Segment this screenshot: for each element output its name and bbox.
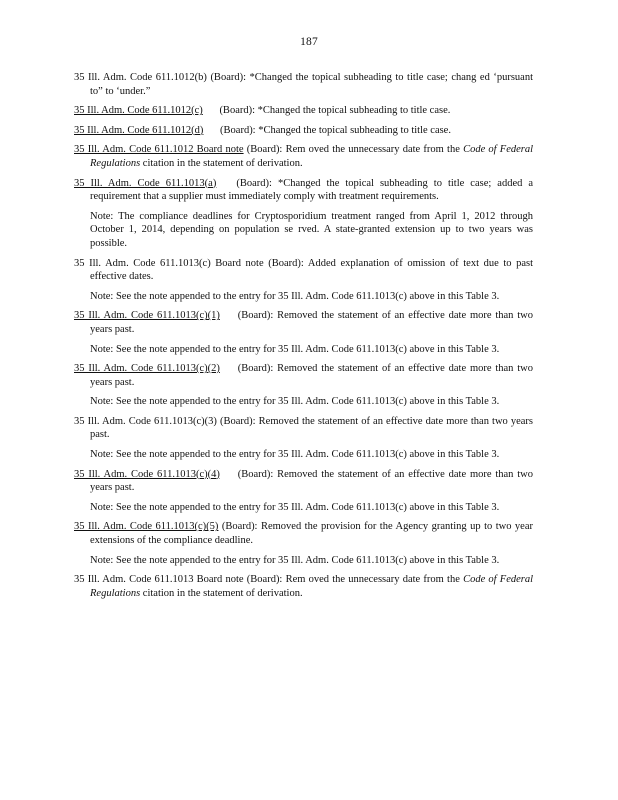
- entry-reference: 35 Ill. Adm. Code 611.1013(c)(2): [74, 363, 220, 375]
- entry-note: Note: See the note appended to the entry for 35 Ill. Adm. Code 611.1013(c) above in this Table 3.: [90, 290, 500, 302]
- entry-reference: 35 Ill. Adm. Code 611.1013(c)(1): [74, 310, 220, 322]
- entry-text-continued: citation in the statement of derivation.: [142, 587, 303, 599]
- entry-note: Note: See the note appended to the entry for 35 Ill. Adm. Code 611.1013(c) above in this Table 3.: [90, 554, 500, 566]
- page-number: 187: [300, 36, 318, 48]
- entry-board: (Board):: [219, 415, 256, 427]
- entry-reference: 35 Ill. Adm. Code 611.1013(c)(3): [74, 415, 217, 427]
- entry-note: Note: The compliance deadlines for Cryptosporidium treatment ranged from April 1, 2012 through October 1, 2014, depending on population se rved. A state-granted extension up to two years was possible.: [90, 210, 533, 249]
- entry-reference: 35 Ill. Adm. Code 611.1013(c) Board note: [74, 257, 264, 269]
- entry-text: Rem oved the unnecessary date from the: [285, 574, 460, 586]
- entry-board: (Board):: [268, 257, 304, 269]
- list-item: [74, 104, 533, 118]
- list-item: [74, 143, 533, 170]
- entry-board: (Board):: [237, 468, 274, 480]
- entry-board: (Board):: [237, 363, 274, 375]
- entry-reference: 35 Ill. Adm. Code 611.1013 Board note: [74, 574, 244, 586]
- entry-board: (Board):: [221, 521, 258, 533]
- entry-note: Note: See the note appended to the entry for 35 Ill. Adm. Code 611.1013(c) above in this Table 3.: [90, 343, 500, 355]
- table-3-content: [74, 71, 533, 606]
- entry-text: Rem oved the unnecessary date from the: [285, 144, 460, 156]
- entry-text: Added explanation of omission of text due to past effective dates.: [90, 257, 534, 283]
- list-item: [74, 520, 533, 547]
- entry-text: *Changed the topical subheading to title case; added a requirement that a supplier must immediately comply with treatment requirements.: [90, 177, 534, 203]
- entry-text: Removed the statement of an effective date more than two years past.: [90, 468, 534, 494]
- entry-italic-text: Code of Federal Regulations: [90, 574, 534, 599]
- entry-text: *Changed the topical subheading to title case.: [258, 124, 451, 136]
- entry-text: Removed the provision for the Agency granting up to two year extensions of the compliance deadline.: [90, 521, 533, 547]
- list-item: [74, 468, 533, 495]
- entry-reference: 35 Ill. Adm. Code 611.1013(c)(5): [74, 521, 219, 533]
- entry-note: Note: See the note appended to the entry for 35 Ill. Adm. Code 611.1013(c) above in this Table 3.: [90, 501, 500, 513]
- entry-reference: 35 Ill. Adm. Code 611.1013(c)(4): [74, 468, 220, 480]
- entry-board: (Board):: [219, 105, 256, 117]
- entry-board: (Board):: [220, 124, 256, 136]
- entry-text-continued: citation in the statement of derivation.: [142, 157, 303, 169]
- list-item: [74, 362, 533, 389]
- entry-reference: 35 Ill. Adm. Code 611.1012(c): [74, 105, 203, 117]
- entry-reference: 35 Ill. Adm. Code 611.1012 Board note: [74, 144, 244, 156]
- entry-text: *Changed the topical subheading to title case; chang ed ‘pursuant to” to ‘under.”: [90, 72, 534, 97]
- entry-board: (Board):: [246, 144, 283, 156]
- entry-reference: 35 Ill. Adm. Code 611.1012(d): [74, 124, 204, 136]
- list-item: [74, 71, 533, 98]
- list-item: [74, 257, 533, 284]
- list-item: [74, 124, 533, 138]
- list-item: [74, 573, 533, 600]
- list-item: [74, 415, 533, 442]
- entry-reference: 35 Ill. Adm. Code 611.1013(a): [74, 177, 217, 189]
- list-item: [74, 177, 533, 204]
- entry-text: Removed the statement of an effective date more than two years past.: [90, 310, 534, 335]
- entry-italic-text: Code of Federal Regulations: [90, 144, 534, 169]
- entry-board: (Board):: [246, 574, 283, 586]
- entry-text: Removed the statement of an effective date more than two years past.: [90, 363, 534, 388]
- entry-board: (Board):: [236, 177, 272, 189]
- entry-reference: 35 Ill. Adm. Code 611.1012(b): [74, 72, 207, 83]
- entry-text: Removed the statement of an effective date more than two years past.: [90, 415, 534, 441]
- entry-note: Note: See the note appended to the entry for 35 Ill. Adm. Code 611.1013(c) above in this Table 3.: [90, 396, 500, 408]
- entry-note: Note: See the note appended to the entry for 35 Ill. Adm. Code 611.1013(c) above in this Table 3.: [90, 449, 500, 461]
- list-item: [74, 309, 533, 336]
- entry-board: (Board):: [210, 72, 247, 83]
- entry-board: (Board):: [237, 310, 274, 322]
- entry-text: *Changed the topical subheading to title case.: [257, 105, 451, 117]
